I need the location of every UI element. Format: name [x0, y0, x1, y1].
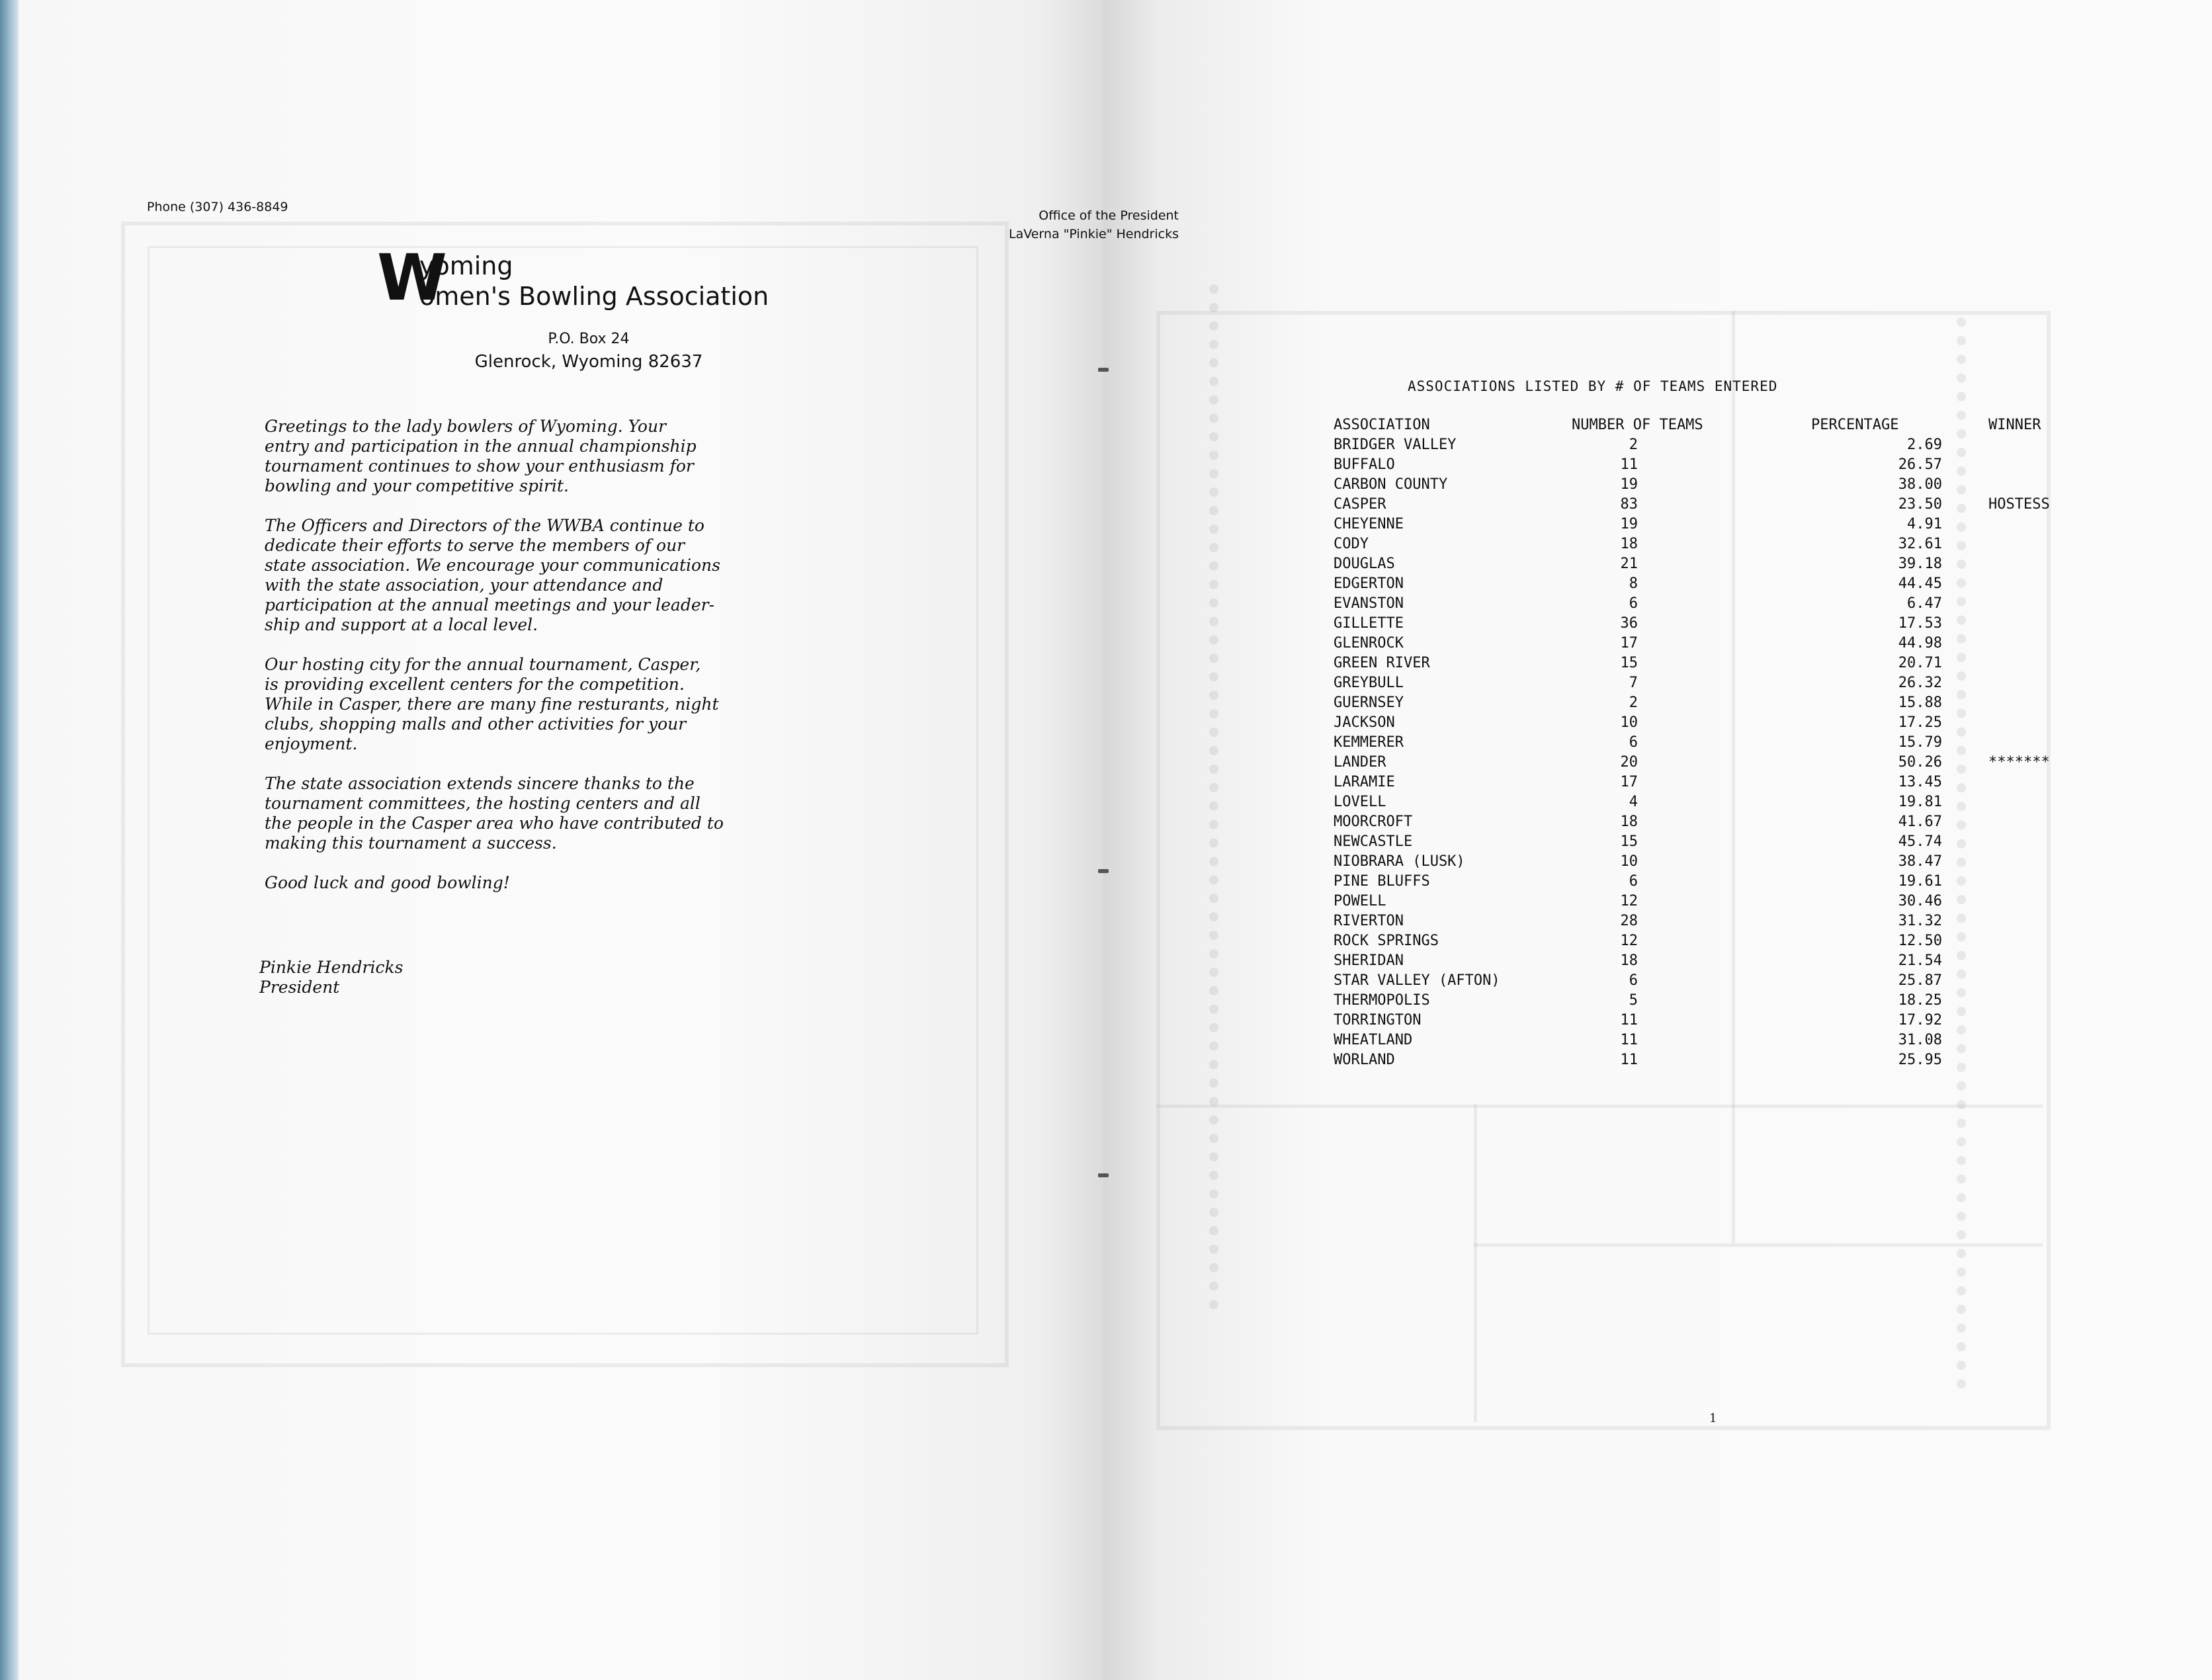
cell-association: EVANSTON — [1334, 595, 1404, 612]
column-header-winner: WINNER — [1988, 417, 2041, 433]
cell-association: SHERIDAN — [1334, 952, 1404, 969]
show-through-map-line-h — [1156, 1105, 2043, 1108]
table-row — [1334, 675, 2101, 694]
table-row — [1334, 972, 2101, 992]
cell-percentage: 44.45 — [1898, 575, 1942, 592]
table-row — [1334, 437, 2101, 456]
letter-body — [265, 417, 913, 913]
letterhead-phone: Phone (307) 436-8849 — [147, 200, 288, 214]
table-row — [1334, 913, 2101, 933]
signature-title: President — [259, 978, 340, 997]
cell-association: LANDER — [1334, 754, 1386, 771]
table-row — [1334, 933, 2101, 952]
cell-association: GUERNSEY — [1334, 694, 1404, 711]
cell-teams: 12 — [1620, 933, 1638, 949]
cell-percentage: 23.50 — [1898, 496, 1942, 513]
cell-percentage: 50.26 — [1898, 754, 1942, 771]
table-row — [1334, 873, 2101, 893]
cell-association: PINE BLUFFS — [1334, 873, 1430, 890]
cell-percentage: 19.61 — [1898, 873, 1942, 890]
cell-percentage: 30.46 — [1898, 893, 1942, 909]
cell-percentage: 31.08 — [1898, 1032, 1942, 1048]
table-row — [1334, 595, 2101, 615]
cell-teams: 17 — [1620, 774, 1638, 790]
staple-middle — [1098, 869, 1109, 873]
signature-block — [259, 958, 403, 997]
cell-association: RIVERTON — [1334, 913, 1404, 929]
cell-association: BRIDGER VALLEY — [1334, 437, 1457, 453]
wwba-logo — [377, 241, 853, 319]
letter-paragraph: The Officers and Directors of the WWBA continue to dedicate their efforts to serve the members of our state association. We encourage your communications with the state association, your attendance and participation at the annual meetings and your leader- ship and support at a local level. — [265, 516, 720, 634]
letterhead-office — [914, 206, 1179, 243]
cell-association: NEWCASTLE — [1334, 833, 1413, 850]
show-through-flower-border — [1209, 284, 1245, 1310]
cell-teams: 36 — [1620, 615, 1638, 632]
cell-percentage: 38.47 — [1898, 853, 1942, 870]
cell-percentage: 39.18 — [1898, 556, 1942, 572]
column-header-teams: NUMBER OF TEAMS — [1572, 417, 1703, 433]
cell-association: STAR VALLEY (AFTON) — [1334, 972, 1500, 989]
cell-teams: 18 — [1620, 536, 1638, 552]
table-row — [1334, 635, 2101, 655]
cell-teams: 6 — [1629, 972, 1638, 989]
cell-percentage: 19.81 — [1898, 794, 1942, 810]
table-row — [1334, 734, 2101, 754]
cell-association: GLENROCK — [1334, 635, 1404, 651]
table-row — [1334, 1032, 2101, 1052]
cell-percentage: 31.32 — [1898, 913, 1942, 929]
cell-percentage: 12.50 — [1898, 933, 1942, 949]
cell-association: MOORCROFT — [1334, 814, 1413, 830]
cell-teams: 4 — [1629, 794, 1638, 810]
cell-percentage: 21.54 — [1898, 952, 1942, 969]
table-row — [1334, 754, 2101, 774]
cell-winner: HOSTESS — [1988, 496, 2050, 513]
cell-percentage: 41.67 — [1898, 814, 1942, 830]
po-box: P.O. Box 24 — [548, 331, 630, 347]
column-header-percentage: PERCENTAGE — [1811, 417, 1899, 433]
cell-teams: 28 — [1620, 913, 1638, 929]
cell-teams: 12 — [1620, 893, 1638, 909]
column-header-association: ASSOCIATION — [1334, 417, 1430, 433]
cell-teams: 6 — [1629, 595, 1638, 612]
table-row — [1334, 516, 2101, 536]
cell-association: POWELL — [1334, 893, 1386, 909]
cell-association: BUFFALO — [1334, 456, 1395, 473]
table-row — [1334, 615, 2101, 635]
table-row — [1334, 714, 2101, 734]
cell-percentage: 38.00 — [1898, 476, 1942, 493]
cell-percentage: 26.57 — [1898, 456, 1942, 473]
table-row — [1334, 952, 2101, 972]
logo-initial: W — [377, 241, 447, 315]
show-through-map-line-v — [1474, 1105, 1477, 1422]
cell-association: WORLAND — [1334, 1052, 1395, 1068]
cell-teams: 5 — [1629, 992, 1638, 1009]
table-row — [1334, 456, 2101, 476]
cell-percentage: 15.88 — [1898, 694, 1942, 711]
cell-association: CODY — [1334, 536, 1369, 552]
cell-teams: 15 — [1620, 833, 1638, 850]
table-row — [1334, 833, 2101, 853]
table-row — [1334, 694, 2101, 714]
cell-percentage: 13.45 — [1898, 774, 1942, 790]
table-row — [1334, 893, 2101, 913]
signature-name: Pinkie Hendricks — [259, 958, 404, 977]
table-row — [1334, 794, 2101, 814]
cell-percentage: 17.25 — [1898, 714, 1942, 731]
cell-teams: 10 — [1620, 714, 1638, 731]
cell-teams: 19 — [1620, 476, 1638, 493]
cell-percentage: 44.98 — [1898, 635, 1942, 651]
cell-association: EDGERTON — [1334, 575, 1404, 592]
cell-percentage: 45.74 — [1898, 833, 1942, 850]
cell-teams: 19 — [1620, 516, 1638, 532]
letter-paragraph: Our hosting city for the annual tournament, Casper, is providing excellent centers for the competition. While in Casper, there are many fine resturants, night clubs, shopping malls and other activities for your enjoyment. — [265, 655, 719, 753]
letterhead-address — [456, 328, 721, 373]
cell-teams: 18 — [1620, 814, 1638, 830]
cell-teams: 83 — [1620, 496, 1638, 513]
cell-association: ROCK SPRINGS — [1334, 933, 1439, 949]
cell-percentage: 25.87 — [1898, 972, 1942, 989]
cell-teams: 7 — [1629, 675, 1638, 691]
cell-teams: 10 — [1620, 853, 1638, 870]
cell-association: JACKSON — [1334, 714, 1395, 731]
cell-percentage: 17.53 — [1898, 615, 1942, 632]
cell-percentage: 6.47 — [1907, 595, 1942, 612]
cell-association: NIOBRARA (LUSK) — [1334, 853, 1465, 870]
cell-association: CHEYENNE — [1334, 516, 1404, 532]
staple-top — [1098, 368, 1109, 372]
cell-percentage: 18.25 — [1898, 992, 1942, 1009]
cell-percentage: 20.71 — [1898, 655, 1942, 671]
city-line: Glenrock, Wyoming 82637 — [474, 352, 703, 372]
cell-association: LOVELL — [1334, 794, 1386, 810]
logo-line-1: yoming — [419, 251, 513, 280]
page-number: 1 — [1709, 1411, 1717, 1425]
table-row — [1334, 853, 2101, 873]
cell-percentage: 32.61 — [1898, 536, 1942, 552]
cell-percentage: 2.69 — [1907, 437, 1942, 453]
table-row — [1334, 536, 2101, 556]
cell-association: GILLETTE — [1334, 615, 1404, 632]
cell-association: GREEN RIVER — [1334, 655, 1430, 671]
table-row — [1334, 575, 2101, 595]
cell-percentage: 26.32 — [1898, 675, 1942, 691]
cell-percentage: 25.95 — [1898, 1052, 1942, 1068]
letter-paragraph: Good luck and good bowling! — [265, 873, 510, 892]
letter-paragraph: The state association extends sincere thanks to the tournament committees, the hosting centers and all the people in the Casper area who have contributed to making this tournament a success. — [265, 774, 724, 853]
office-title: Office of the President — [1039, 208, 1179, 223]
table-row — [1334, 774, 2101, 794]
cell-teams: 15 — [1620, 655, 1638, 671]
cell-association: TORRINGTON — [1334, 1012, 1422, 1029]
cell-teams: 2 — [1629, 694, 1638, 711]
cell-winner: ******* — [1988, 754, 2050, 771]
cell-teams: 17 — [1620, 635, 1638, 651]
cell-percentage: 4.91 — [1907, 516, 1942, 532]
cell-association: DOUGLAS — [1334, 556, 1395, 572]
cell-association: CARBON COUNTY — [1334, 476, 1448, 493]
cell-association: KEMMERER — [1334, 734, 1404, 751]
cell-percentage: 15.79 — [1898, 734, 1942, 751]
cell-association: CASPER — [1334, 496, 1386, 513]
cell-teams: 11 — [1620, 1052, 1638, 1068]
table-title: ASSOCIATIONS LISTED BY # OF TEAMS ENTERED — [1408, 378, 1778, 394]
logo-line-2: omen's Bowling Association — [419, 282, 769, 311]
table-row — [1334, 496, 2101, 516]
cell-teams: 21 — [1620, 556, 1638, 572]
cell-teams: 11 — [1620, 1032, 1638, 1048]
staple-bottom — [1098, 1173, 1109, 1177]
table-row — [1334, 1012, 2101, 1032]
cell-teams: 6 — [1629, 734, 1638, 751]
table-row — [1334, 476, 2101, 496]
association-table — [1334, 437, 2101, 1071]
cell-teams: 2 — [1629, 437, 1638, 453]
cell-teams: 11 — [1620, 1012, 1638, 1029]
cell-association: GREYBULL — [1334, 675, 1404, 691]
cell-teams: 6 — [1629, 873, 1638, 890]
cell-teams: 20 — [1620, 754, 1638, 771]
cell-percentage: 17.92 — [1898, 1012, 1942, 1029]
cell-association: LARAMIE — [1334, 774, 1395, 790]
table-row — [1334, 814, 2101, 833]
table-row — [1334, 655, 2101, 675]
table-row — [1334, 1052, 2101, 1071]
cell-teams: 11 — [1620, 456, 1638, 473]
cell-association: THERMOPOLIS — [1334, 992, 1430, 1009]
cell-association: WHEATLAND — [1334, 1032, 1413, 1048]
table-row — [1334, 992, 2101, 1012]
letter-paragraph: Greetings to the lady bowlers of Wyoming. Your entry and participation in the annual championship tournament continues to show your enthusiasm for bowling and your competitive spirit. — [265, 417, 697, 495]
office-name: LaVerna "Pinkie" Hendricks — [1008, 227, 1179, 241]
cell-teams: 18 — [1620, 952, 1638, 969]
cell-teams: 8 — [1629, 575, 1638, 592]
table-row — [1334, 556, 2101, 575]
